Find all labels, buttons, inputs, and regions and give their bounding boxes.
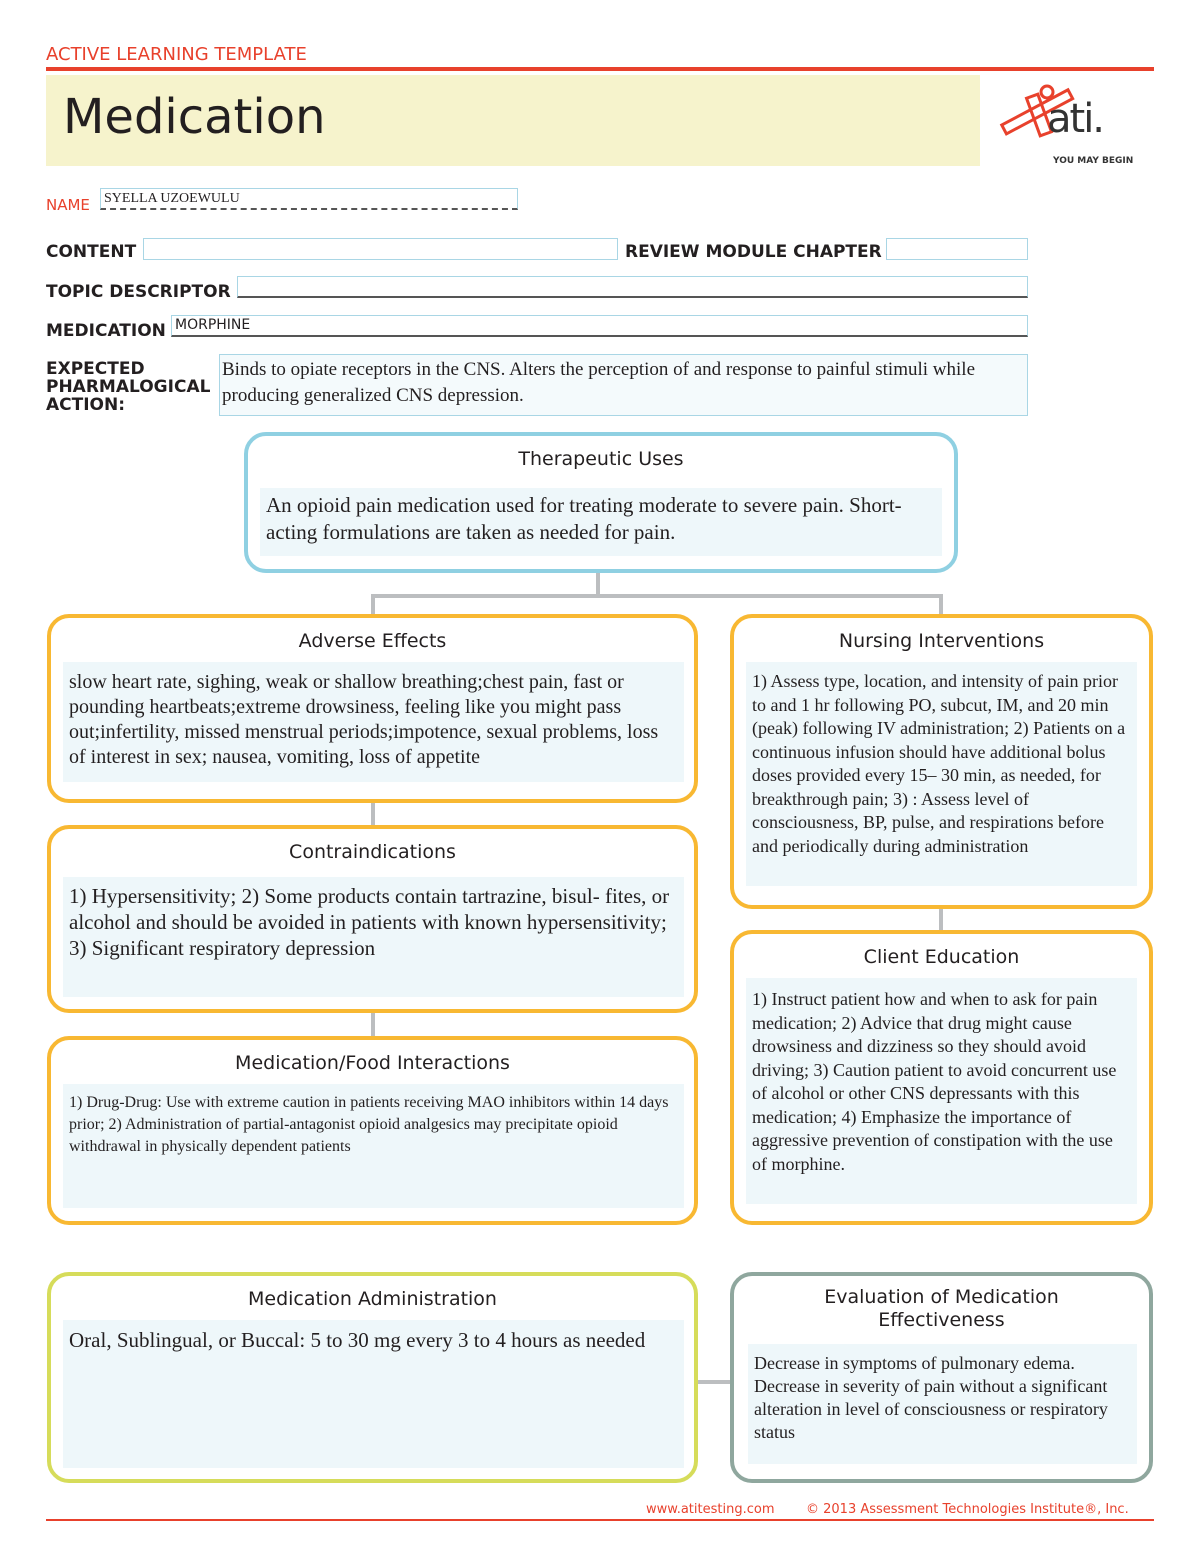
section-text: An opioid pain medication used for treating moderate to severe pain. Short-acting formulations are taken as needed for pain. [260,488,942,556]
connector [596,572,600,596]
content-label: CONTENT [46,242,137,262]
chapter-label: REVIEW MODULE CHAPTER [625,242,882,262]
footer-rule [46,1519,1154,1521]
section-title: Medication/Food Interactions [235,1052,510,1074]
page-title: Medication [63,89,326,145]
medication-label: MEDICATION [46,321,166,341]
section-title: Therapeutic Uses [518,448,684,470]
connector [939,594,943,616]
medication-food-interactions-box [47,1036,698,1225]
client-education-box [730,930,1153,1225]
section-text: Decrease in symptoms of pulmonary edema. Decrease in severity of pain without a significant alteration in level of consciousness or respiratory status [748,1344,1137,1464]
section-title: Adverse Effects [298,630,447,652]
adverse-effects-box [47,614,698,803]
title-banner [46,75,980,166]
section-title: Client Education [863,946,1020,968]
topic-field[interactable] [237,276,1028,298]
nursing-interventions-box [730,614,1153,909]
section-title: Medication Administration [248,1288,497,1310]
medication-field[interactable]: MORPHINE [171,315,1028,337]
footer-url[interactable]: www.atitesting.com [646,1502,775,1517]
section-title: Contraindications [289,841,456,863]
header-rule [46,67,1154,71]
connector [697,1380,733,1384]
section-title: Evaluation of Medication Effectiveness [824,1286,1059,1331]
logo-text: ati. [1047,96,1104,142]
section-text: 1) Instruct patient how and when to ask for pain medication; 2) Advice that drug might cause drowsiness and dizziness so they should avoid driving; 3) Caution patient to avoid concurrent use of alcohol or other CNS depressants with this medication; 4) Emphasize the importance of aggressive prevention of constipation with the use of morphine. [746,978,1137,1204]
ati-logo [995,80,1155,170]
content-field[interactable] [143,238,618,260]
evaluation-effectiveness-box [730,1272,1153,1483]
topic-label: TOPIC DESCRIPTOR [46,282,231,302]
connector [371,594,375,616]
logo-tagline: YOU MAY BEGIN [1053,156,1134,166]
section-text: Oral, Sublingual, or Buccal: 5 to 30 mg every 3 to 4 hours as needed [63,1320,684,1468]
section-text: 1) Drug-Drug: Use with extreme caution in patients receiving MAO inhibitors within 14 days prior; 2) Administration of partial-antagonist opioid analgesics may precipitate opioid withdrawal in physically dependent patients [63,1084,684,1208]
contraindications-box [47,825,698,1013]
connector [371,594,943,598]
action-field[interactable]: Binds to opiate receptors in the CNS. Alters the perception of and response to painful stimuli while producing generalized CNS depression. [219,354,1028,416]
template-label: ACTIVE LEARNING TEMPLATE [46,44,307,65]
chapter-field[interactable] [886,238,1028,260]
footer-copyright: © 2013 Assessment Technologies Institute®, Inc. [806,1502,1129,1517]
section-text: 1) Assess type, location, and intensity of pain prior to and 1 hr following PO, subcut, IM, and 20 min (peak) following IV administration; 2) Patients on a continuous infusion should have additional bolus doses provided every 15– 30 min, as needed, for breakthrough pain; 3) : Assess level of consciousness, BP, pulse, and respirations before and periodically during administration [746,662,1137,886]
section-text: slow heart rate, sighing, weak or shallow breathing;chest pain, fast or pounding heartbeats;extreme drowsiness, feeling like you might pass out;infertility, missed menstrual periods;impotence, sexual problems, loss of interest in sex; nausea, vomiting, loss of appetite [63,662,684,782]
medication-administration-box [47,1272,698,1483]
therapeutic-uses-box [244,432,958,573]
name-field[interactable]: SYELLA UZOEWULU [100,188,518,210]
name-label: NAME [46,196,90,214]
section-text: 1) Hypersensitivity; 2) Some products contain tartrazine, bisul- fites, or alcohol and should be avoided in patients with known hypersensitivity; 3) Significant respiratory depression [63,877,684,997]
section-title: Nursing Interventions [838,630,1045,652]
action-label: EXPECTED PHARMALOGICAL ACTION: [46,359,211,415]
connector [371,1012,375,1039]
